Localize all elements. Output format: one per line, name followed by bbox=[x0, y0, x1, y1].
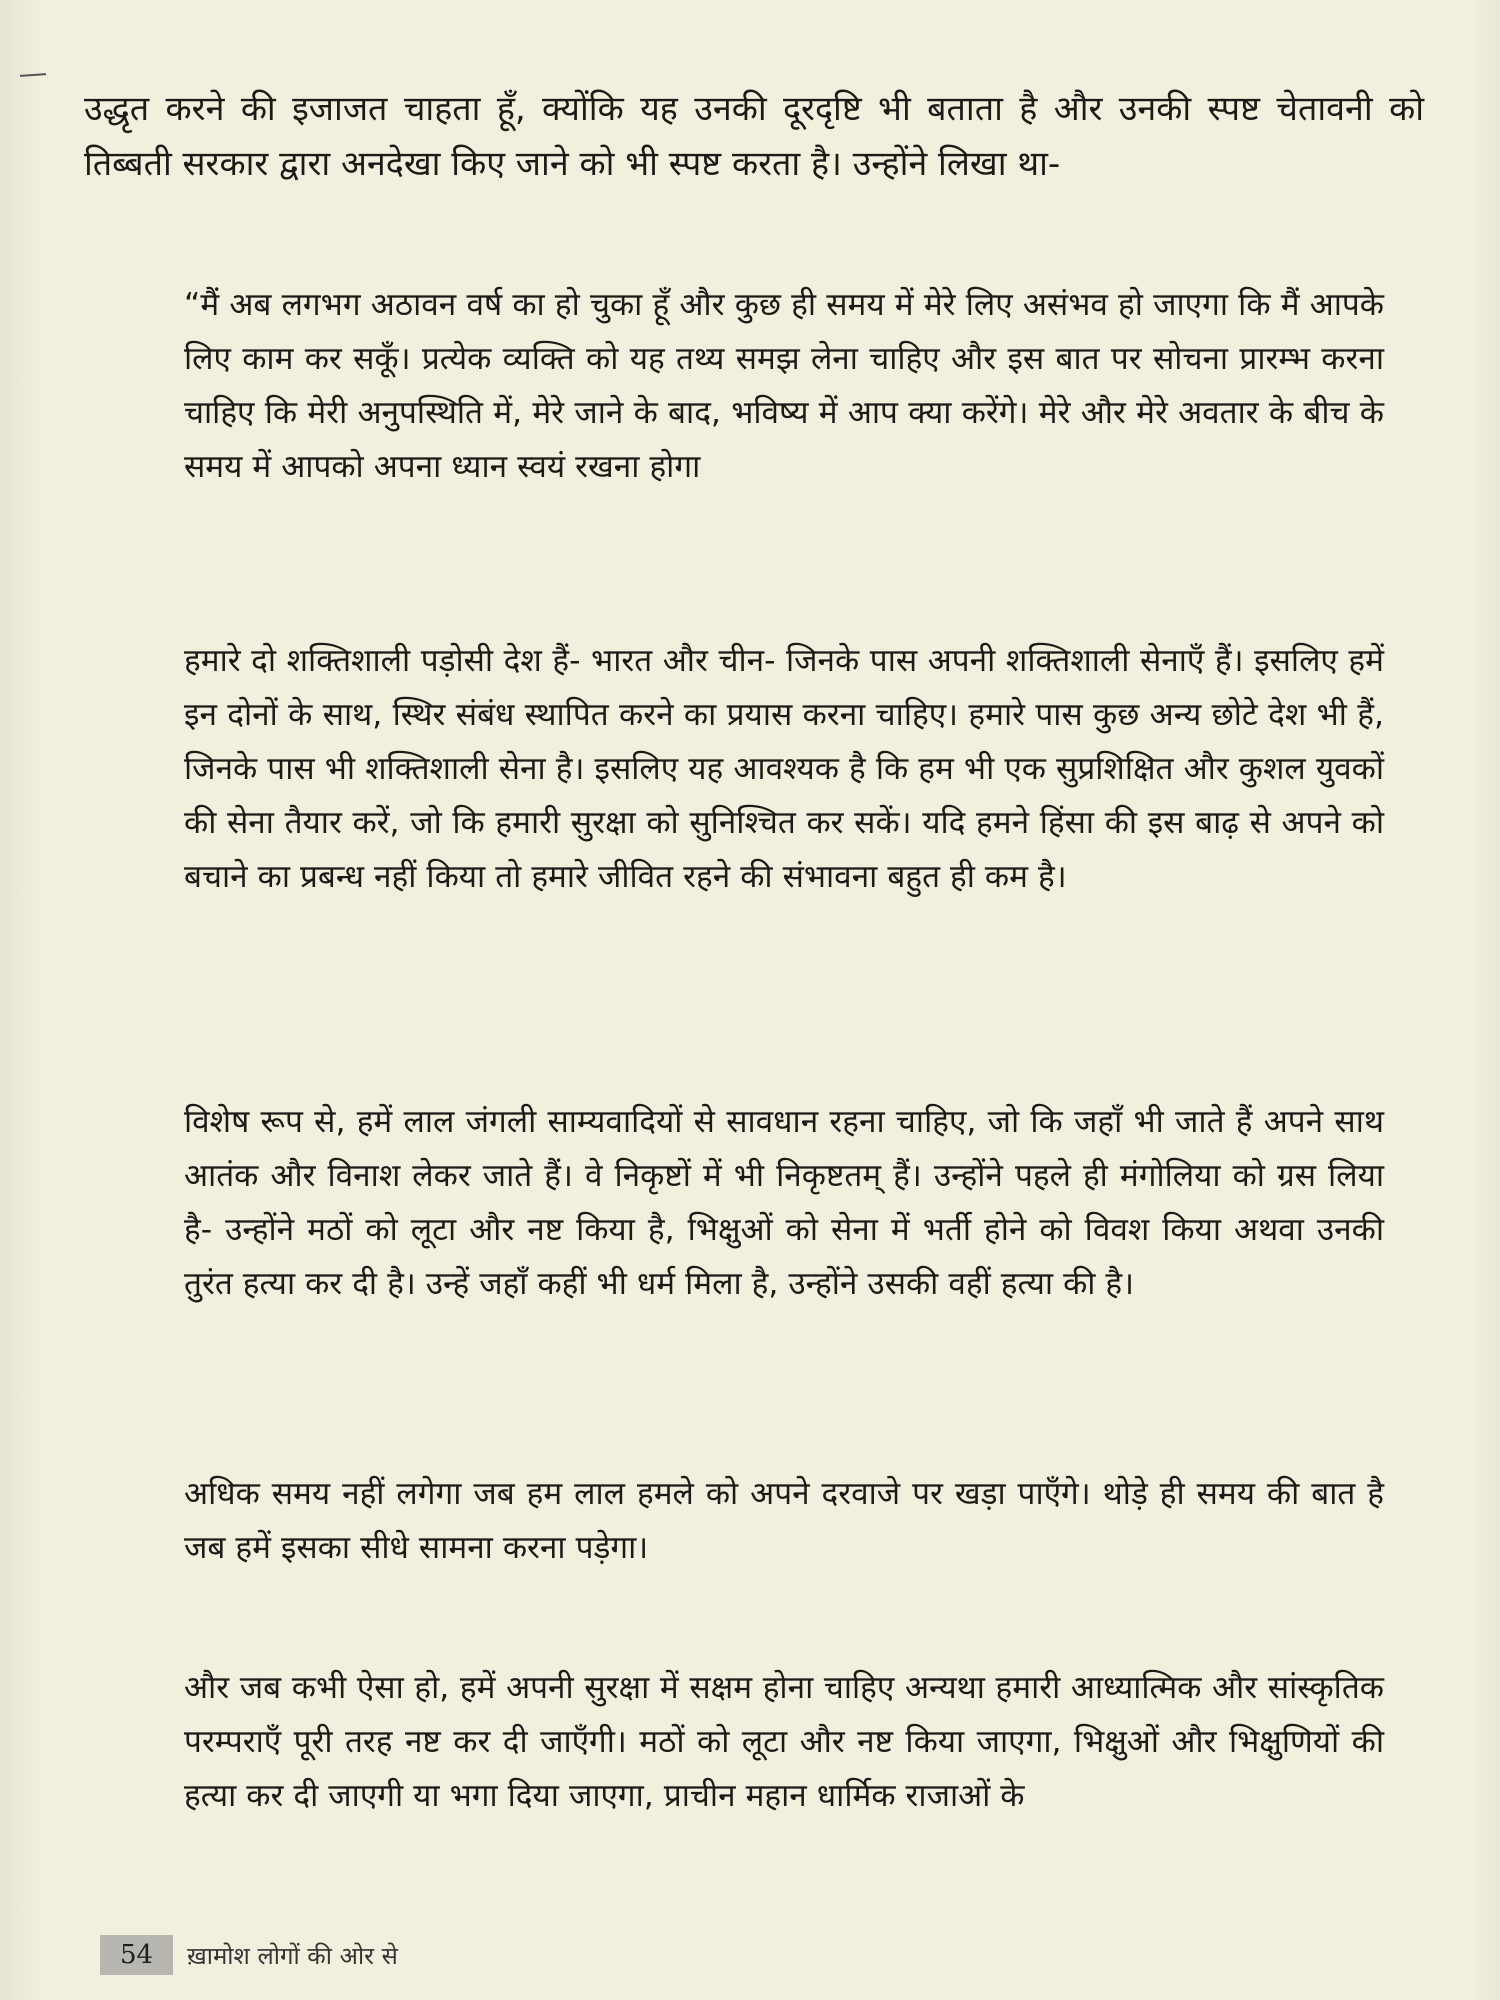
quote-paragraph-3: विशेष रूप से, हमें लाल जंगली साम्यवादियों से सावधान रहना चाहिए, जो कि जहाँ भी जाते हैं अपने साथ आतंक और विनाश लेकर जाते हैं। वे निकृष्टों में भी निकृष्टतम् हैं। उन्होंने पहले ही मंगोलिया को ग्रस लिया है- उन्होंने मठों को लूटा और नष्ट किया है, भिक्षुओं को सेना में भर्ती होने को विवश किया अथवा उनकी तुरंत हत्या कर दी है। उन्हें जहाँ कहीं भी धर्म मिला है, उन्होंने उसकी वहीं हत्या की है। bbox=[184, 1104, 1384, 1302]
page-footer bbox=[100, 1934, 398, 1976]
running-book-title: ख़ामोश लोगों की ओर से bbox=[187, 1941, 398, 1970]
page-number: 54 bbox=[100, 1935, 173, 1975]
intro-paragraph: उद्धृत करने की इजाजत चाहता हूँ, क्योंकि यह उनकी दूरदृष्टि भी बताता है और उनकी स्पष्ट चेतावनी को तिब्बती सरकार द्वारा अनदेखा किए जाने को भी स्पष्ट करता है। उन्होंने लिखा था- bbox=[84, 89, 1424, 184]
margin-mark bbox=[20, 73, 46, 77]
quote-paragraph-4: अधिक समय नहीं लगेगा जब हम लाल हमले को अपने दरवाजे पर खड़ा पाएँगे। थोड़े ही समय की बात है जब हमें इसका सीधे सामना करना पड़ेगा। bbox=[184, 1476, 1384, 1566]
quote-paragraph-1: “मैं अब लगभग अठावन वर्ष का हो चुका हूँ और कुछ ही समय में मेरे लिए असंभव हो जाएगा कि मैं आपके लिए काम कर सकूँ। प्रत्येक व्यक्ति को यह तथ्य समझ लेना चाहिए और इस बात पर सोचना प्रारम्भ करना चाहिए कि मेरी अनुपस्थिति में, मेरे जाने के बाद, भविष्य में आप क्या करेंगे। मेरे और मेरे अवतार के बीच के समय में आपको अपना ध्यान स्वयं रखना होगा bbox=[184, 287, 1384, 485]
quote-paragraph-2: हमारे दो शक्तिशाली पड़ोसी देश हैं- भारत और चीन- जिनके पास अपनी शक्तिशाली सेनाएँ हैं। इसलिए हमें इन दोनों के साथ, स्थिर संबंध स्थापित करने का प्रयास करना चाहिए। हमारे पास कुछ अन्य छोटे देश भी हैं, जिनके पास भी शक्तिशाली सेना है। इसलिए यह आवश्यक है कि हम भी एक सुप्रशिक्षित और कुशल युवकों की सेना तैयार करें, जो कि हमारी सुरक्षा को सुनिश्चित कर सकें। यदि हमने हिंसा की इस बाढ़ से अपने को बचाने का प्रबन्ध नहीं किया तो हमारे जीवित रहने की संभावना बहुत ही कम है। bbox=[184, 643, 1384, 895]
quote-paragraph-5: और जब कभी ऐसा हो, हमें अपनी सुरक्षा में सक्षम होना चाहिए अन्यथा हमारी आध्यात्मिक और सांस्कृतिक परम्पराएँ पूरी तरह नष्ट कर दी जाएँगी। मठों को लूटा और नष्ट किया जाएगा, भिक्षुओं और भिक्षुणियों की हत्या कर दी जाएगी या भगा दिया जाएगा, प्राचीन महान धार्मिक राजाओं के bbox=[184, 1670, 1384, 1814]
